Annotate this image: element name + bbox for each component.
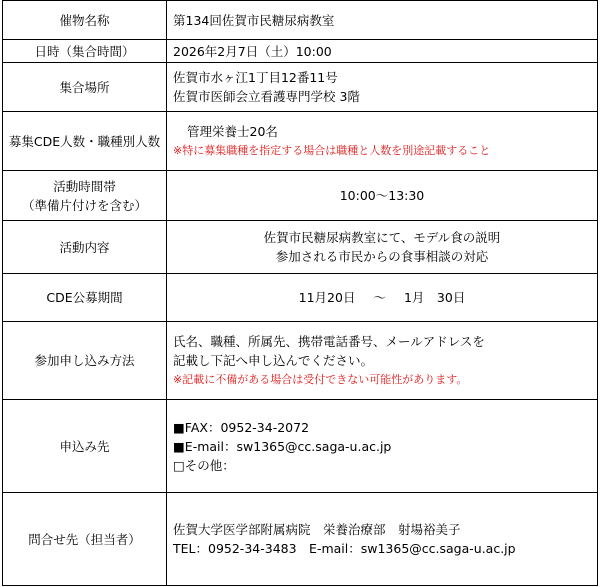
- activity-time-label-line-2: （準備片付けを含む）: [21, 197, 147, 213]
- value-cde-period: [167, 274, 598, 322]
- value-datetime: 2026年2月7日（土）10:00: [167, 40, 598, 63]
- cde-period-start: 11月20日: [298, 290, 356, 305]
- activity-time-label-line-1: 活動時間帯: [53, 178, 116, 194]
- row-apply-method: [3, 322, 598, 400]
- apply-method-line-1: 氏名、職種、所属先、携帯電話番号、メールアドレスを: [173, 334, 485, 349]
- value-apply-to: [167, 400, 598, 493]
- cde-period-separator: ～: [373, 290, 386, 305]
- label-meeting-place: 集合場所: [3, 63, 167, 112]
- value-event-name: 第134回佐賀市民糖尿病教室: [167, 1, 598, 40]
- row-contact: [3, 493, 598, 586]
- meeting-place-line-2: 佐賀市医師会立看護専門学校 3階: [173, 89, 360, 104]
- row-cde-period: [3, 274, 598, 322]
- label-datetime: 日時（集合時間）: [3, 40, 167, 63]
- value-recruit: [167, 112, 598, 171]
- label-contact: 問合せ先（担当者）: [3, 493, 167, 586]
- value-contact: [167, 493, 598, 586]
- label-cde-period: CDE公募期間: [3, 274, 167, 322]
- value-apply-method: [167, 322, 598, 400]
- contact-line-2: TEL：0952-34-3483 E-mail：sw1365@cc.saga-u.ac.jp: [173, 541, 516, 556]
- value-activity-time: 10:00～13:30: [167, 171, 598, 221]
- row-activity-content: [3, 221, 598, 274]
- recruit-count: 管理栄養士20名: [187, 124, 278, 139]
- row-datetime: [3, 40, 598, 63]
- label-apply-method: 参加申し込み方法: [3, 322, 167, 400]
- activity-content-line-1: 佐賀市民糖尿病教室にて、モデル食の説明: [263, 230, 501, 245]
- label-activity-content: 活動内容: [3, 221, 167, 274]
- apply-method-note: ※記載に不備がある場合は受付できない可能性があります。: [173, 373, 468, 386]
- row-event-name: [3, 1, 598, 40]
- meeting-place-line-1: 佐賀市水ヶ江1丁目12番11号: [173, 70, 338, 85]
- apply-to-other: □その他：: [173, 457, 235, 473]
- label-apply-to: 申込み先: [3, 400, 167, 493]
- label-recruit: 募集CDE人数・職種別人数: [3, 112, 167, 171]
- event-info-table: [2, 0, 598, 586]
- activity-content-line-2: 参加される市民からの食事相談の対応: [275, 249, 489, 264]
- apply-to-fax: ■FAX：0952-34-2072: [173, 419, 310, 435]
- apply-to-email: ■E-mail：sw1365@cc.saga-u.ac.jp: [173, 438, 392, 454]
- value-activity-content: [167, 221, 598, 274]
- row-meeting-place: [3, 63, 598, 112]
- apply-method-line-2: 記載し下記へ申し込んでください。: [173, 353, 374, 368]
- contact-line-1: 佐賀大学医学部附属病院 栄養治療部 射場裕美子: [173, 522, 461, 537]
- label-activity-time: [3, 171, 167, 221]
- value-meeting-place: [167, 63, 598, 112]
- label-event-name: 催物名称: [3, 1, 167, 40]
- recruit-note: ※特に募集職種を指定する場合は職種と人数を別途記載すること: [173, 144, 491, 157]
- row-recruit: [3, 112, 598, 171]
- cde-period-dates: [173, 288, 591, 307]
- cde-period-end: 1月 30日: [403, 290, 466, 305]
- row-apply-to: [3, 400, 598, 493]
- row-activity-time: [3, 171, 598, 221]
